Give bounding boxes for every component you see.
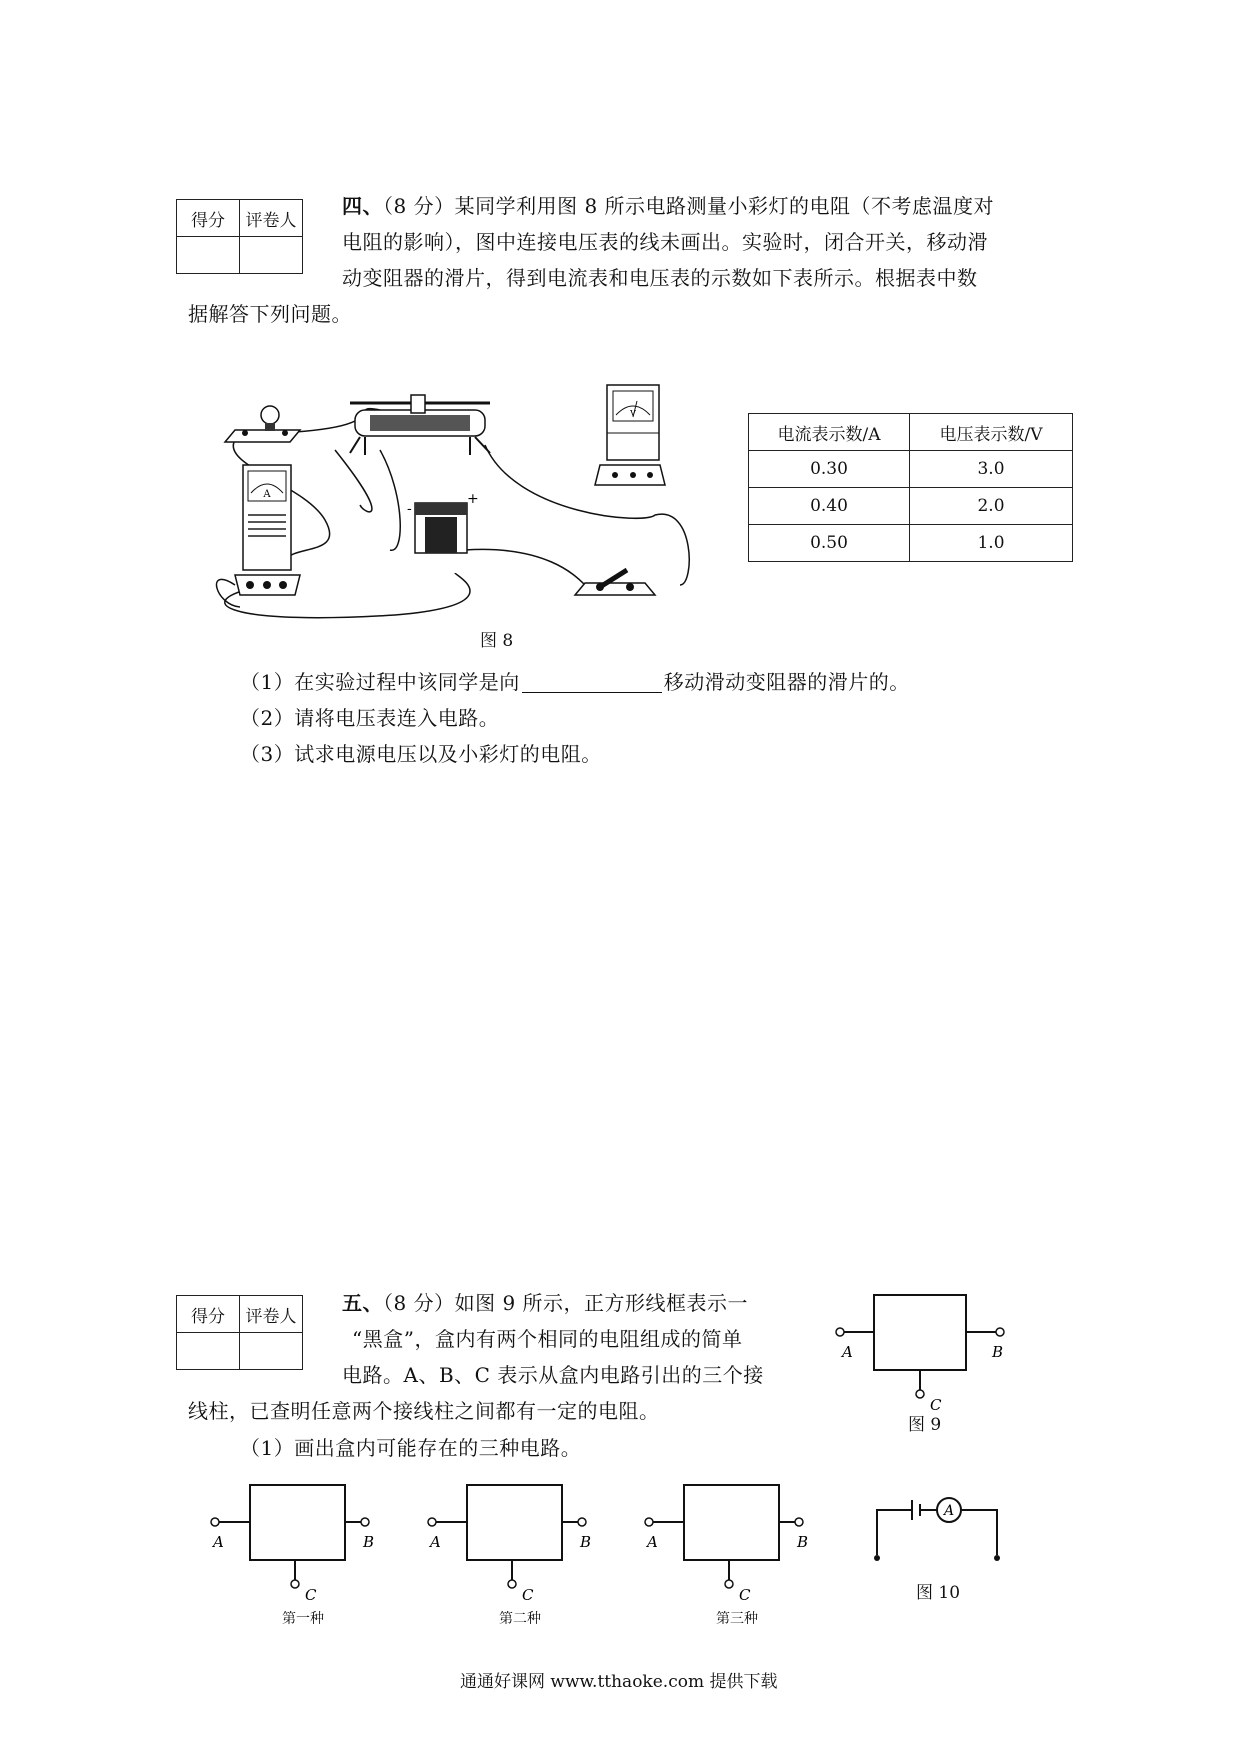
lamp <box>225 406 300 442</box>
wire <box>465 549 585 585</box>
q4-number: 四、 <box>342 194 383 218</box>
terminal-a <box>836 1328 844 1336</box>
grader-cell <box>240 237 303 274</box>
q4-sub2: （2）请将电压表连入电路。 <box>240 706 500 730</box>
table-row <box>749 525 1073 562</box>
label-b: B <box>797 1533 809 1551</box>
terminal-b <box>996 1328 1004 1336</box>
q5-sub1: （1）画出盒内可能存在的三种电路。 <box>240 1436 582 1460</box>
label-b: B <box>363 1533 375 1551</box>
box-caption-1: 第一种 <box>282 1611 324 1627</box>
score-header: 得分 <box>177 1296 240 1333</box>
box-caption-3: 第三种 <box>716 1611 758 1627</box>
table-header-current: 电流表示数/A <box>749 414 910 451</box>
figure-9-caption: 图 9 <box>908 1415 942 1435</box>
switch <box>575 570 655 595</box>
table-cell: 0.30 <box>749 451 910 488</box>
q5-line2: “黑盒”，盒内有两个相同的电阻组成的简单 <box>352 1327 743 1351</box>
battery-minus: - <box>407 501 412 517</box>
q4-line3: 动变阻器的滑片，得到电流表和电压表的示数如下表所示。根据表中数 <box>342 266 978 290</box>
q4-line1 <box>342 188 994 224</box>
q4-line4: 据解答下列问题。 <box>188 302 352 326</box>
label-a: A <box>430 1533 441 1551</box>
voltmeter <box>595 385 665 485</box>
q4-line2: 电阻的影响），图中连接电压表的线未画出。实验时，闭合开关，移动滑 <box>342 230 988 254</box>
label-b: B <box>580 1533 592 1551</box>
battery-plus: + <box>467 491 479 507</box>
table-row <box>749 488 1073 525</box>
table-header-voltage: 电压表示数/V <box>910 414 1073 451</box>
q4-data-table <box>748 413 1073 562</box>
score-cell <box>177 1333 240 1370</box>
ammeter-letter: A <box>943 1503 955 1519</box>
label-c: C <box>522 1586 534 1604</box>
ammeter <box>235 465 300 595</box>
q4-sub1 <box>240 664 910 700</box>
answer-box-3[interactable] <box>639 1480 809 1615</box>
label-c: C <box>739 1586 751 1604</box>
figure-10-circuit <box>862 1490 1012 1565</box>
table-cell: 2.0 <box>910 488 1073 525</box>
page-footer: 通通好课网 www.tthaoke.com 提供下载 <box>460 1672 778 1692</box>
q5-line1-text: （8 分）如图 9 所示，正方形线框表示一 <box>383 1291 749 1315</box>
score-header: 得分 <box>177 200 240 237</box>
table-cell: 0.50 <box>749 525 910 562</box>
terminal-c <box>916 1390 924 1398</box>
box-caption-2: 第二种 <box>499 1611 541 1627</box>
battery <box>407 491 479 553</box>
voltmeter-letter: V <box>630 409 636 418</box>
black-box-square <box>874 1295 966 1370</box>
label-a: A <box>647 1533 658 1551</box>
score-cell <box>177 237 240 274</box>
q5-line4: 线柱，已查明任意两个接线柱之间都有一定的电阻。 <box>188 1399 660 1423</box>
q5-number: 五、 <box>342 1291 383 1315</box>
wire <box>335 450 372 512</box>
label-a: A <box>213 1533 224 1551</box>
q5-line3: 电路。A、B、C 表示从盒内电路引出的三个接 <box>342 1363 764 1387</box>
q4-sub3: （3）试求电源电压以及小彩灯的电阻。 <box>240 742 602 766</box>
q4-score-box <box>176 199 303 274</box>
answer-box-1[interactable] <box>205 1480 375 1615</box>
answer-blank[interactable] <box>522 670 662 693</box>
grader-header: 评卷人 <box>240 1296 303 1333</box>
wire <box>380 450 400 550</box>
figure-10-caption: 图 10 <box>916 1583 961 1603</box>
table-row <box>749 451 1073 488</box>
figure-8-circuit <box>215 375 735 625</box>
table-cell: 3.0 <box>910 451 1073 488</box>
q4-sub1-before: （1）在实验过程中该同学是向 <box>240 670 520 694</box>
label-a: A <box>842 1343 853 1361</box>
q4-line1-text: （8 分）某同学利用图 8 所示电路测量小彩灯的电阻（不考虑温度对 <box>383 194 995 218</box>
slide-rheostat <box>350 395 490 455</box>
label-c: C <box>930 1396 942 1414</box>
q4-sub1-after: 移动滑动变阻器的滑片的。 <box>663 670 910 694</box>
ammeter-letter: A <box>263 489 271 500</box>
grader-header: 评卷人 <box>240 200 303 237</box>
table-cell: 1.0 <box>910 525 1073 562</box>
label-c: C <box>305 1586 317 1604</box>
q5-line1 <box>342 1285 748 1321</box>
figure-8-caption: 图 8 <box>480 631 514 651</box>
q5-score-box <box>176 1295 303 1370</box>
grader-cell <box>240 1333 303 1370</box>
label-b: B <box>992 1343 1004 1361</box>
answer-box-2[interactable] <box>422 1480 592 1615</box>
figure-9-black-box <box>830 1285 1020 1415</box>
table-cell: 0.40 <box>749 488 910 525</box>
